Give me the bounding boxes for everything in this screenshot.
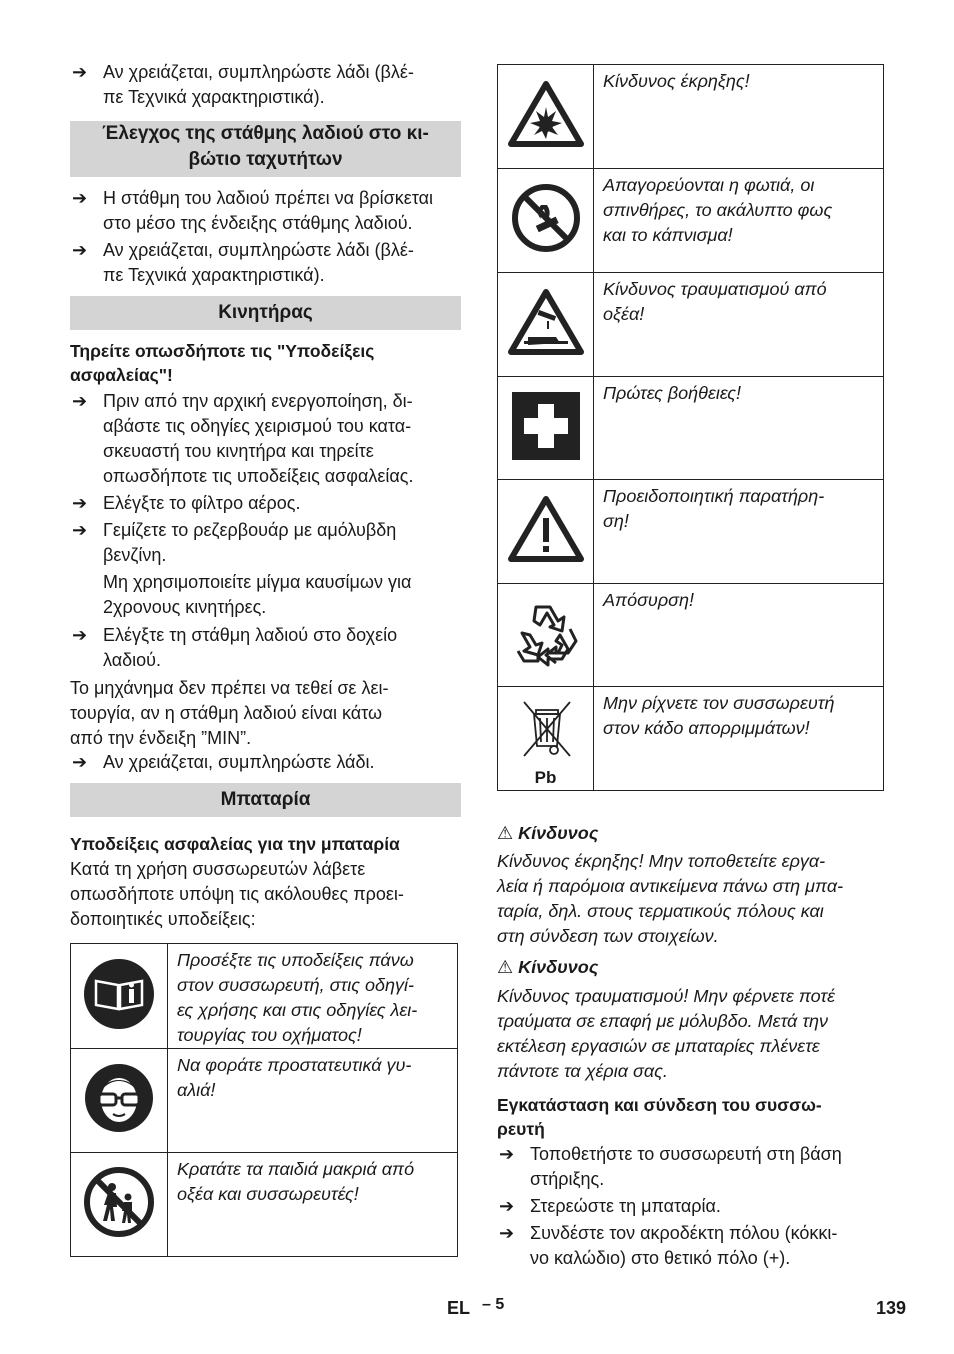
list-item: ➔ Αν χρειάζεται, συμπληρώστε λάδι (βλέ- πε Τεχνικά χαρακτηριστικά). <box>72 240 414 285</box>
no-fire-icon <box>511 183 581 253</box>
arrow-right-icon: ➔ <box>499 1196 515 1216</box>
list-item: ➔ Η στάθμη του λαδιού πρέπει να βρίσκεται στο μέσο της ένδειξης στάθμης λαδιού. <box>72 188 434 233</box>
acid-icon <box>508 289 584 355</box>
table-row <box>498 377 884 480</box>
list-item: ➔ Ελέγξτε τη στάθμη λαδιού στο δοχείο λαδιού. <box>72 625 398 670</box>
hazard-symbol-table <box>497 64 884 791</box>
table-cell-text: Προσέξτε τις υποδείξεις πάνω στον συσσωρευτή, στις οδηγί- ες χρήσης και στις οδηγίες λει- τουργίας του οχήματος! <box>168 944 458 1049</box>
goggles-icon <box>83 1062 155 1134</box>
recycle-icon <box>510 599 582 667</box>
table-cell-text: Μην ρίχνετε τον συσσωρευτή στον κάδο απορριμμάτων! <box>594 687 884 791</box>
table-row <box>498 169 884 273</box>
install-heading: Εγκατάσταση και σύνδεση του συσσω- ρευτή <box>497 1095 822 1139</box>
list-item: ➔ Πριν από την αρχική ενεργοποίηση, δι- αβάστε τις οδηγίες χειρισμού του κατα- σκευαστή του κινητήρα και τηρείτε οπωσδήποτε τις υποδείξεις ασφαλείας. <box>72 391 414 486</box>
table-row <box>498 480 884 584</box>
danger-heading: ⚠ Κίνδυνος <box>497 823 599 843</box>
table-row <box>498 584 884 687</box>
first-aid-icon <box>512 392 580 460</box>
no-children-icon <box>82 1165 156 1239</box>
battery-heading: Υποδείξεις ασφαλείας για την μπαταρία <box>70 834 400 854</box>
section-heading-gearbox: Έλεγχος της στάθμης λαδιού στο κι- βώτιο ταχυτήτων <box>70 121 461 177</box>
table-row <box>71 1049 458 1153</box>
list-item: ➔ Στερεώστε τη μπαταρία. <box>497 1194 917 1219</box>
table-cell-text: Πρώτες βοήθειες! <box>594 377 884 480</box>
table-cell-text: Κρατάτε τα παιδιά μακριά από οξέα και συσσωρευτές! <box>168 1153 458 1257</box>
arrow-right-icon: ➔ <box>72 752 88 772</box>
warning-icon <box>508 496 584 562</box>
table-row <box>498 687 884 791</box>
no-bin-icon <box>516 692 576 778</box>
pb-label: Pb <box>534 767 557 787</box>
battery-symbol-table <box>70 943 458 1257</box>
table-cell-text: Προειδοποιητική παρατήρη- ση! <box>594 480 884 584</box>
list-item: ➔ Συνδέστε τον ακροδέκτη πόλου (κόκκι- νο καλώδιο) στο θετικό πόλο (+). <box>499 1223 838 1268</box>
engine-note: Τηρείτε οπωσδήποτε τις "Υποδείξεις ασφαλείας"! <box>70 341 375 385</box>
table-cell-text: Απόσυρση! <box>594 584 884 687</box>
footer-language: EL <box>447 1298 471 1318</box>
paragraph: Το μηχάνημα δεν πρέπει να τεθεί σε λει- τουργία, αν η στάθμη λαδιού είναι κάτω από την ένδειξη ”MIN”. <box>70 678 389 748</box>
danger-text: Κίνδυνος τραυματισμού! Μην φέρνετε ποτέ τραύματα σε επαφή με μόλυβδο. Μετά την εκτέλεση εργασιών σε μπαταρίες πλένετε πάντοτε τα χέρια σας. <box>497 986 836 1081</box>
arrow-right-icon: ➔ <box>72 391 88 411</box>
arrow-right-icon: ➔ <box>72 520 88 540</box>
table-cell-text: Να φοράτε προστατευτικά γυ- αλιά! <box>168 1049 458 1153</box>
list-item: ➔ Αν χρειάζεται, συμπληρώστε λάδι. <box>70 750 494 775</box>
explosion-icon <box>508 81 584 147</box>
table-row <box>71 944 458 1049</box>
table-cell-text: Απαγορεύονται η φωτιά, οι σπινθήρες, το ακάλυπτο φως και το κάπνισμα! <box>594 169 884 273</box>
danger-text: Κίνδυνος έκρηξης! Μην τοποθετείτε εργα- λεία ή παρόμοια αντικείμενα πάνω στη μπα- ταρία, δηλ. στους τερματικούς πόλους και στη σύνδεση των στοιχείων. <box>497 851 844 946</box>
page-number: 139 <box>876 1298 907 1318</box>
list-item: ➔ Ελέγξτε το φίλτρο αέρος. <box>70 491 494 516</box>
arrow-right-icon: ➔ <box>72 188 88 208</box>
arrow-right-icon: ➔ <box>72 493 88 513</box>
arrow-right-icon: ➔ <box>499 1144 515 1164</box>
table-row <box>498 273 884 377</box>
warning-triangle-icon: ⚠ <box>497 957 514 977</box>
arrow-right-icon: ➔ <box>72 62 88 82</box>
danger-heading: ⚠ Κίνδυνος <box>497 957 599 977</box>
list-item: ➔ Τοποθετήστε το συσσωρευτή στη βάση στήριξης. <box>499 1144 842 1189</box>
table-cell-text: Κίνδυνος έκρηξης! <box>594 65 884 169</box>
arrow-right-icon: ➔ <box>72 240 88 260</box>
table-row <box>498 65 884 169</box>
list-item: ➔ Αν χρειάζεται, συμπληρώστε λάδι (βλέ- πε Τεχνικά χαρακτηριστικά). <box>72 62 414 107</box>
arrow-right-icon: ➔ <box>499 1223 515 1243</box>
list-item-continuation: Μη χρησιμοποιείτε μίγμα καυσίμων για 2χρονους κινητήρες. <box>103 572 412 617</box>
section-heading-battery: Μπαταρία <box>70 783 461 817</box>
warning-triangle-icon: ⚠ <box>497 823 514 843</box>
list-item: ➔ Γεμίζετε το ρεζερβουάρ με αμόλυβδη βενζίνη. <box>72 520 397 565</box>
section-heading-engine: Κινητήρας <box>70 296 461 330</box>
manual-icon <box>82 957 156 1031</box>
table-cell-text: Κίνδυνος τραυματισμού από οξέα! <box>594 273 884 377</box>
arrow-right-icon: ➔ <box>72 625 88 645</box>
table-row <box>71 1153 458 1257</box>
battery-intro: Κατά τη χρήση συσσωρευτών λάβετε οπωσδήποτε υπόψη τις ακόλουθες προει- δοποιητικές υποδείξεις: <box>70 859 404 929</box>
footer-section-number: – 5 <box>482 1296 505 1313</box>
